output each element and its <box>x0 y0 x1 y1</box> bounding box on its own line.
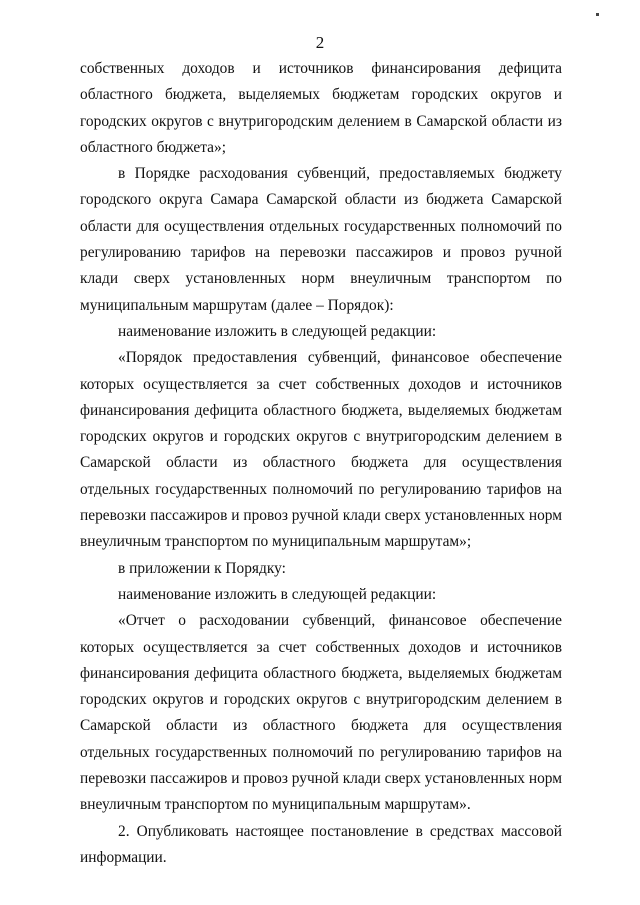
paragraph-1: собственных доходов и источников финансирования дефицита областного бюджета, выделяемых бюджетам городских округов и городских округов с внутригородским делением в Самарской области из областного бюджета»; <box>80 60 562 156</box>
document-body <box>80 56 562 871</box>
page-number: 2 <box>315 33 325 52</box>
paragraph-2: в Порядке расходования субвенций, предоставляемых бюджету городского округа Самара Самарской области из бюджета Самарской области для осуществления отдельных государственных полномочий по регулированию тарифов на перевозки пассажиров и провоз ручной клади сверх установленных норм внеуличным транспортом по муниципальным маршрутам (далее – Порядок): <box>80 165 562 314</box>
paragraph-5: в приложении к Порядку: <box>118 559 286 577</box>
paragraph-4: «Порядок предоставления субвенций, финансовое обеспечение которых осуществляется за счет собственных доходов и источников финансирования дефицита областного бюджета, выделяемых бюджетам городских округов и городских округов с внутригородским делением в Самарской области из областного бюджета для осуществления отдельных государственных полномочий по регулированию тарифов на перевозки пассажиров и провоз ручной клади сверх установленных норм внеуличным транспортом по муниципальным маршрутам»; <box>80 349 562 551</box>
paragraph-6: наименование изложить в следующей редакции: <box>118 585 437 603</box>
scan-mark <box>596 13 599 16</box>
paragraph-8: 2. Опубликовать настоящее постановление в средствах массовой информации. <box>80 822 562 866</box>
paragraph-3: наименование изложить в следующей редакции: <box>118 322 437 340</box>
paragraph-7: «Отчет о расходовании субвенций, финансовое обеспечение которых осуществляется за счет собственных доходов и источников финансирования дефицита областного бюджета, выделяемых бюджетам городских округов и городских округов с внутригородским делением в Самарской области из областного бюджета для осуществления отдельных государственных полномочий по регулированию тарифов на перевозки пассажиров и провоз ручной клади сверх установленных норм внеуличным транспортом по муниципальным маршрутам». <box>80 612 562 814</box>
